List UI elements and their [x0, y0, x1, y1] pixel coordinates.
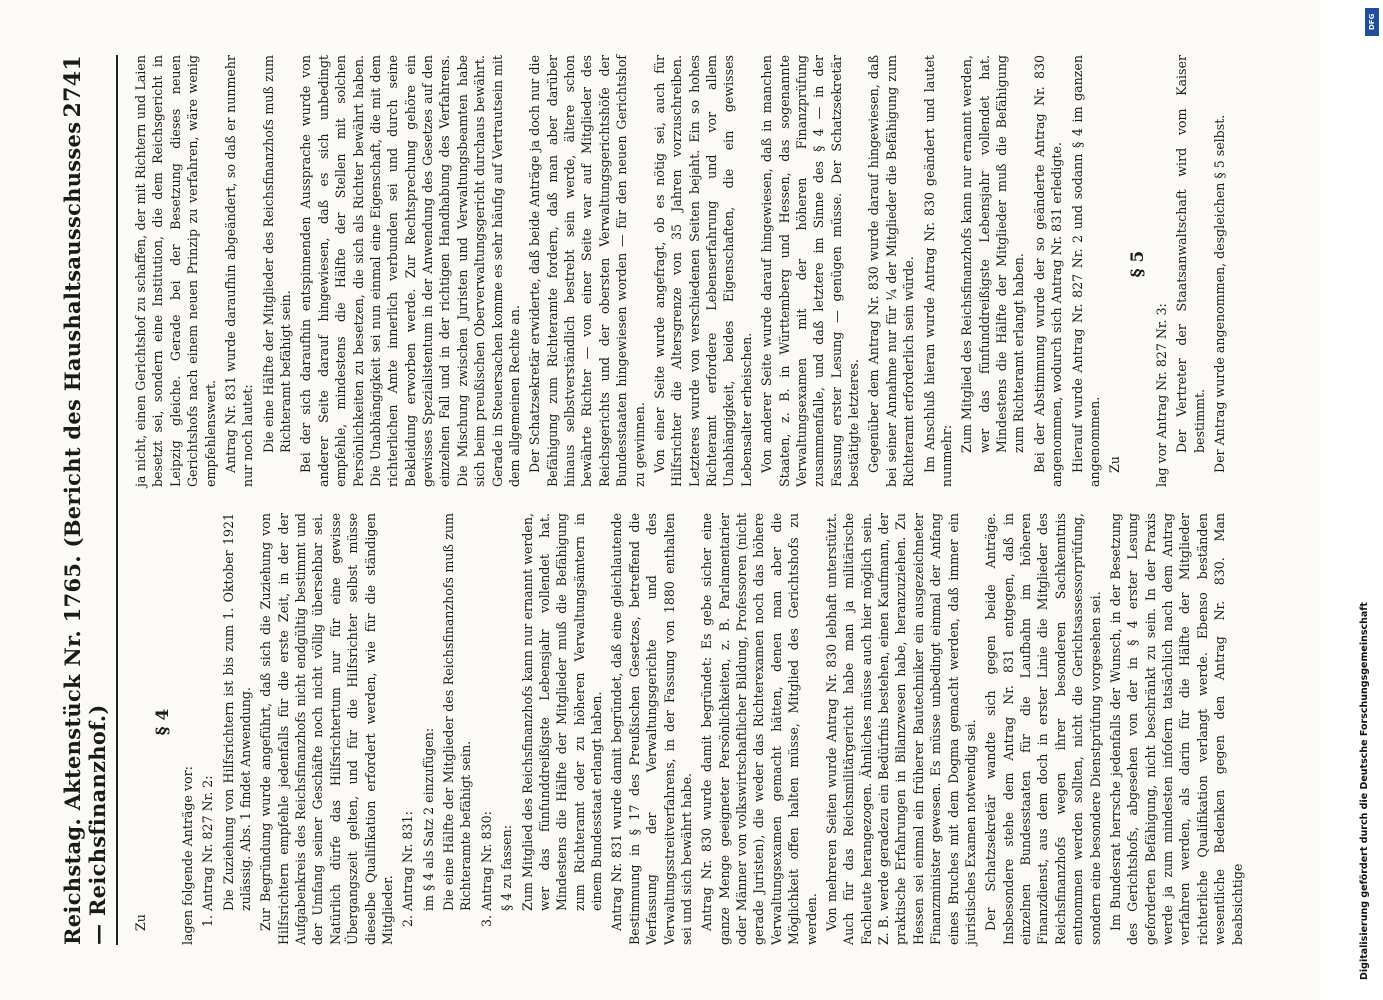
paragraph: Der Schatzsekretär wandte sich gegen beide Anträge. Insbesondere stehe dem Antrag Nr. 831 entgegen, daß in einzelnen Bundesstaaten für die Laufbahn im höheren Finanzdienst, aus dem doch in erster Linie die Mitglieder des Reichsfinanzhofs wegen ihrer besonderen Sachkenntnis entnommen werden sollten, nicht die Gerichtsassessorprüfung, sondern eine besondere Dienstprüfung vorgesehen sei. [983, 513, 1103, 945]
paragraph: Bei der Abstimmung wurde der so geänderte Antrag Nr. 830 angenommen, wodurch sich Antrag Nr. 831 erledigte. [1031, 55, 1065, 487]
paragraph: Der Antrag wurde angenommen, desgleichen § 5 selbst. [1212, 114, 1228, 473]
motion-text: Die eine Hälfte der Mitglieder des Reichsfinanzhofs muß zum Richteramt befähigt sein. [260, 55, 293, 453]
paragraph: Bei der sich daraufhin entspinnenden Aussprache wurde von anderer Seite darauf hingewiesen, daß es sich unbedingt empfehle, mindestens die Hälfte der Stellen mit solchen Persönlichkeiten zu besetzen, die sich als Richter bewährt haben. Die Unabhängigkeit sei nun einmal eine Eigenschaft, die mit dem richterlichen Amte innerlich verbunden sei und durch seine Bekleidung erworben werde. Zur Rechtsprechung gehöre ein gewisses Spezialistentum in der Anwendung des Gesetzes auf den einzelnen Fall und in der richtigen Handhabung des Verfahrens. Die Mischung zwischen Juristen und Verwaltungsbeamten habe sich beim preußischen Oberverwaltungsgericht durchaus bewährt. Gerade in Steuersachen komme es sehr häufig auf Vertrautsein mit dem allgemeinen Rechte an. [298, 55, 522, 487]
page-header [60, 55, 118, 945]
motion-label: 1. Antrag Nr. 827 Nr. 2: [200, 775, 216, 927]
paragraph: Hierauf wurde Antrag Nr. 827 Nr. 2 und sodann § 4 im ganzen angenommen. [1069, 55, 1102, 487]
motion-text: Der Vertreter der Staatsanwaltschaft wird vom Kaiser bestimmt. [1174, 55, 1207, 453]
paragraph: Antrag Nr. 831 wurde damit begründet, daß eine gleichlautende Bestimmung in § 17 des Preußischen Gesetzes, betreffend die Verfassung der Verwaltungsgerichte und des Verwaltungsstreitverfahrens, in der Fassung von 1880 enthalten sei und sich bewährt habe. [609, 513, 694, 945]
paragraph: Von einer Seite wurde angefragt, ob es nötig sei, auch für Hilfsrichter die Altersgrenze von 35 Jahren vorzuschreiben. Letzteres wurde von verschiedenen Seiten bejaht. Ein so hohes Richteramt erfordere Lebenserfahrung und vor allem Unabhängigkeit, beides Eigenschaften, die ein gewisses Lebensalter erheischen. [651, 55, 754, 487]
motion-text: § 4 zu fassen: [499, 825, 515, 911]
paragraph: Gegenüber dem Antrag Nr. 830 wurde darauf hingewiesen, daß bei seiner Annahme nur für ¼ der Mitglieder die Befähigung zum Richteramt erforderlich sein würde. [866, 55, 917, 487]
paragraph: Im Bundesrat herrsche jedenfalls der Wunsch, in der Besetzung des Gerichtshofs, abgesehen von der in § 4 erster Lesung geforderten Befähigung, nicht beschränkt zu sein. In der Praxis werde ja zum mindesten infofern tatsächlich nach dem Antrag verfahren werden, als darin für die Hälfte der Mitglieder richterliche Qualifikation verlangt werde. Ebenso beständen wesentliche Bedenken gegen den Antrag Nr. 830. Man beabsichtige [1107, 513, 1245, 945]
header-title: Reichstag. Aktenstück Nr. 1765. (Bericht des Haushaltsausschusses — Reichsfinanzhof.) [60, 121, 110, 945]
funding-watermark: Digitalisierung gefördert durch die Deutsche Forschungsgemeinschaft [1359, 602, 1370, 980]
motion-text: Zum Mitglied des Reichsfinanzhofs kann nur ernannt werden, wer das fünfunddreißigste Lebensjahr vollendet hat. Mindestens die Hälfte der Mitglieder muß die Befähigung zum Richteramt oder zu höheren Verwaltungsämtern in einem Bundesstaat erlangt haben. [519, 513, 605, 911]
paragraph: ja nicht, einen Gerichtshof zu schaffen, der mit Richtern und Laien besetzt sei, sondern eine Institution, die dem Reichsgericht in Leipzig gleiche. Gerade bei der Besetzung dieses neuen Gerichtshofs nach einem neuen Prinzip zu verfahren, wäre wenig empfehlenswert. [133, 55, 218, 487]
paragraph: Der Schatzsekretär erwiderte, daß beide Anträge ja doch nur die Befähigung zum Richteramte fordern, daß man aber darüber hinaus selbstverständlich bestrebt sein werde, ältere schon bewährte Richter — von einer Seite war auf Mitglieder des Reichsgerichts und der obersten Verwaltungsgerichtshöfe der Bundesstaaten hingewiesen worden — für den neuen Gerichtshof zu gewinnen. [527, 55, 647, 487]
motion-label: 2. Antrag Nr. 831: [400, 811, 416, 927]
motion-text: Die eine Hälfte der Mitglieder des Reichsfinanzhofs muß zum Richteramte befähigt sein. [441, 513, 474, 911]
paragraph: lag vor Antrag Nr. 827 Nr. 3: [1154, 303, 1170, 487]
section-heading-4: § 4 [153, 708, 174, 736]
paragraph: Zur Begründung wurde angeführt, daß sich die Zuziehung von Hilfsrichtern empfehle jedenfalls für die erste Zeit, in der der Aufgabenkreis des Reichsfinanzhofs nicht endgültig bestimmt und der Umfang seiner Geschäfte noch nicht völlig übersehbar sei. Natürlich dürfe das Hilfsrichtertum nur für eine gewisse Übergangszeit gelten, und für die Hilfsrichter selbst müsse dieselbe Qualifikation erfordert werden, wie für die ständigen Mitglieder. [258, 513, 395, 945]
column-right [132, 55, 1249, 487]
motion-label: 3. Antrag Nr. 830: [478, 811, 494, 927]
paragraph: Im Anschluß hieran wurde Antrag Nr. 830 geändert und lautet nunmehr: [921, 55, 954, 487]
column-left [132, 513, 1249, 945]
motion-text: im § 4 als Satz 2 einzufügen: [420, 727, 436, 911]
paragraph: Antrag Nr. 831 wurde daraufhin abgeändert, so daß er nunmehr nur noch lautet: [222, 55, 256, 487]
paragraph: Von anderer Seite wurde darauf hingewiesen, daß in manchen Staaten, z. B. in Württemberg und Hessen, das sogenannte Verwaltungsexamen mit der höheren Finanzprüfung zusammenfalle, und daß letztere im Sinne des § 4 — in der Fassung erster Lesung — genügen müsse. Der Schatzsekretär bestätigte letzteres. [759, 55, 861, 487]
paragraph: lagen folgende Anträge vor: [179, 766, 195, 945]
dfg-logo: DFG [1365, 8, 1379, 36]
motion-text: Die Zuziehung von Hilfsrichtern ist bis zum 1. Oktober 1921 zulässig. Abs. 1 findet Anwendung. [220, 513, 253, 911]
motion-text: Zum Mitglied des Reichsfinanzhofs kann nur ernannt werden, wer das fünfunddreißigste Lebensjahr vollendet hat. Mindestens die Hälfte der Mitglieder muß die Befähigung zum Richteramt erlangt haben. [959, 55, 1027, 453]
text-columns [132, 55, 1249, 945]
paragraph: Antrag Nr. 830 wurde damit begründet: Es gebe sicher eine ganze Menge geeigneter Persönlichkeiten, z. B. Parlamentarier oder Männer von volkswirtschaftlicher Bildung, Professoren (nicht gerade Juristen), die weder das Richterexamen noch das höhere Verwaltungsexamen gemacht hätten, denen man aber die Möglichkeit offen halten müsse, Mitglied des Gerichtshofs zu werden. [699, 513, 819, 945]
paragraph: Von mehreren Seiten wurde Antrag Nr. 830 lebhaft unterstützt. Auch für das Reichsmilitärgericht habe man ja militärische Fachleute herangezogen. Ähnliches müsse auch hier möglich sein. Z. B. werde geradezu ein Bedürfnis bestehen, einen Kaufmann, der praktische Erfahrungen in Bilanzwesen habe, heranzuziehen. Zu Hessen sei einmal ein früherer Bautechniker ein ausgezeichneter Finanzminister gewesen. Es müsse unbedingt einmal der Anfang eines Bruches mit dem Dogma gemacht werden, daß immer ein juristisches Examen notwendig sei. [823, 513, 978, 945]
zu-label: Zu [133, 914, 148, 931]
zu-label: Zu [1107, 456, 1123, 473]
page-number: 2741 [60, 55, 86, 118]
section-heading-5: § 5 [1127, 250, 1148, 278]
